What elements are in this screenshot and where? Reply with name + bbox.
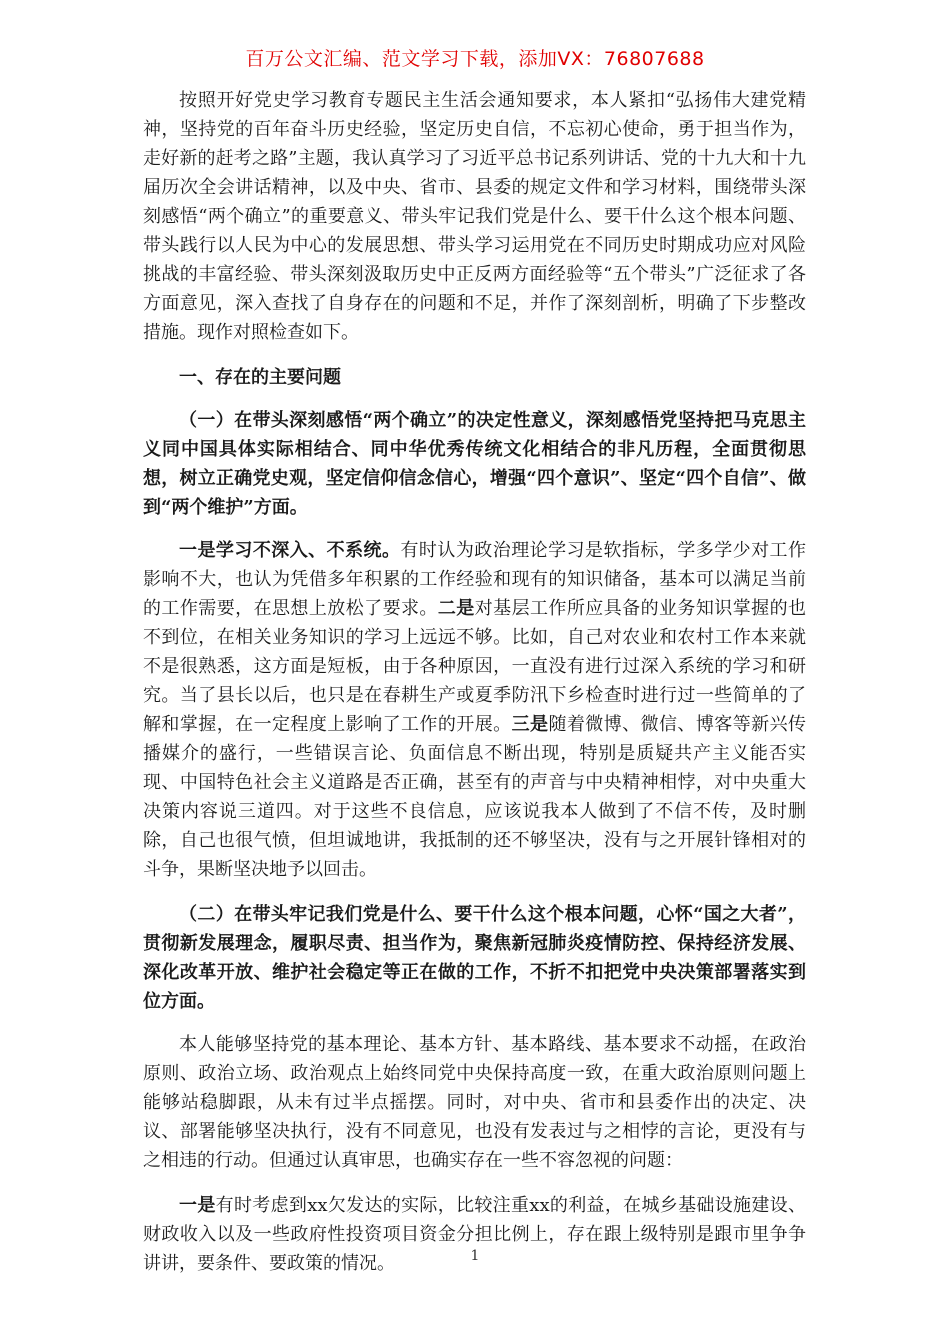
document-body bbox=[143, 86, 806, 1294]
subsection-heading-2: （二）在带头牢记我们党是什么、要干什么这个根本问题，心怀“国之大者”，贯彻新发展理念，履职尽责、担当作为，聚焦新冠肺炎疫情防控、保持经济发展、深化改革开放、维护社会稳定等正在做的工作，不折不扣把党中央决策部署落实到位方面。 bbox=[143, 904, 806, 1012]
section-heading: 一、存在的主要问题 bbox=[179, 367, 341, 388]
paragraph-text: 随着微博、微信、博客等新兴传播媒介的盛行，一些错误言论、负面信息不断出现，特别是质疑共产主义能否实现、中国特色社会主义道路是否正确，甚至有的声音与中央精神相悖，对中央重大决策内容说三道四。对于这些不良信息，应该说我本人做到了不信不传，及时删除，自己也很气愤，但坦诚地讲，我抵制的还不够坚决，没有与之开展针锋相对的斗争，果断坚决地予以回击。 bbox=[143, 714, 807, 880]
subsection-heading-1: （一）在带头深刻感悟“两个确立”的决定性意义，深刻感悟党坚持把马克思主义同中国具体实际相结合、同中华优秀传统文化相结合的非凡历程，全面贯彻思想，树立正确党史观，坚定信仰信念信心，增强“四个意识”、坚定“四个自信”、做到“两个维护”方面。 bbox=[143, 410, 806, 518]
page-number: 1 bbox=[470, 1248, 480, 1264]
paragraph-statement: 本人能够坚持党的基本理论、基本方针、基本路线、基本要求不动摇，在政治原则、政治立场、政治观点上始终同党中央保持高度一致，在重大政治原则问题上能够站稳脚跟，从未有过半点摇摆。同时，对中央、省市和县委作出的决定、决议、部署能够坚决执行，没有不同意见，也没有发表过与之相悖的言论，更没有与之相违的行动。但通过认真审思，也确实存在一些不容忽视的问题： bbox=[143, 1034, 806, 1171]
intro-paragraph: 按照开好党史学习教育专题民主生活会通知要求，本人紧扣“弘扬伟大建党精神，坚持党的百年奋斗历史经验，坚定历史自信，不忘初心使命，勇于担当作为，走好新的赶考之路”主题，我认真学习了习近平总书记系列讲话、党的十九大和十九届历次全会讲话精神，以及中央、省市、县委的规定文件和学习材料，围绕带头深刻感悟“两个确立”的重要意义、带头牢记我们党是什么、要干什么这个根本问题、带头践行以人民为中心的发展思想、带头学习运用党在不同历史时期成功应对风险挑战的丰富经验、带头深刻汲取历史中正反两方面经验等“五个带头”广泛征求了各方面意见，深入查找了自身存在的问题和不足，并作了深刻剖析，明确了下步整改措施。现作对照检查如下。 bbox=[143, 90, 806, 343]
paragraph-problems-2 bbox=[143, 1191, 806, 1278]
lead-phrase: 一是学习不深入、不系统。 bbox=[179, 540, 401, 561]
paragraph-problems-1 bbox=[143, 536, 806, 884]
watermark-banner: 百万公文汇编、范文学习下载，添加VX：76807688 bbox=[245, 48, 705, 70]
lead-phrase: 三是 bbox=[511, 714, 549, 735]
lead-phrase: 一是 bbox=[179, 1195, 216, 1216]
lead-phrase: 二是 bbox=[437, 598, 475, 619]
paragraph-text: 有时考虑到xx欠发达的实际，比较注重xx的利益，在城乡基础设施建设、财政收入以及一些政府性投资项目资金分担比例上，存在跟上级特别是跟市里争争讲讲，要条件、要政策的情况。 bbox=[143, 1195, 807, 1274]
paragraph-text: 有时认为政治理论学习是软指标，学多学少对工作影响不大，也认为凭借多年积累的工作经验和现有的知识储备，基本可以满足当前的工作需要，在思想上放松了要求。 bbox=[143, 540, 807, 619]
paragraph-text: 对基层工作所应具备的业务知识掌握的也不到位，在相关业务知识的学习上远远不够。比如，自己对农业和农村工作本来就不是很熟悉，这方面是短板，由于各种原因，一直没有进行过深入系统的学习和研究。当了县长以后，也只是在春耕生产或夏季防汛下乡检查时进行过一些简单的了解和掌握，在一定程度上影响了工作的开展。 bbox=[143, 598, 807, 735]
